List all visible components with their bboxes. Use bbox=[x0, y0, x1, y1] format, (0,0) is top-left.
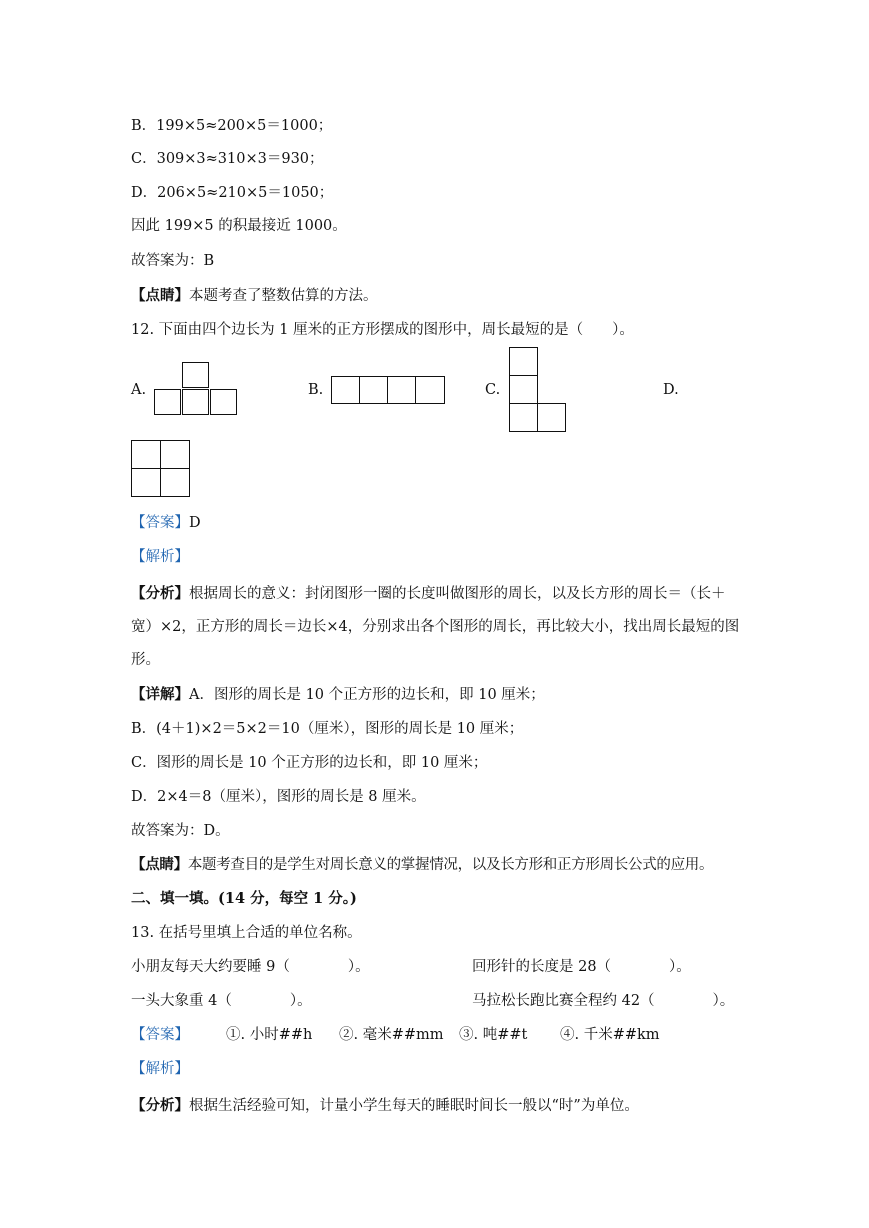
square bbox=[160, 468, 190, 497]
square bbox=[131, 440, 161, 469]
answer-tag: 【答案】 bbox=[131, 515, 189, 531]
comment-text: 本题考查了整数估算的方法。 bbox=[189, 288, 378, 304]
square bbox=[537, 403, 566, 432]
comment-text: 本题考查目的是学生对周长意义的掌握情况，以及长方形和正方形周长公式的应用。 bbox=[187, 857, 714, 873]
blank-item: 小朋友每天大约要睡 9（ ）。 bbox=[131, 959, 370, 975]
text-line: C．309×3≈310×3＝930； bbox=[131, 151, 324, 167]
square bbox=[182, 389, 209, 415]
square bbox=[331, 376, 360, 404]
blank-item: 一头大象重 4（ ）。 bbox=[131, 993, 312, 1009]
square bbox=[160, 440, 190, 469]
analysis-text: 根据生活经验可知，计量小学生每天的睡眠时间长一般以“时”为单位。 bbox=[189, 1098, 639, 1114]
section-heading: 二、填一填。(14 分，每空 1 分。) bbox=[131, 890, 357, 907]
option-a-label: A. bbox=[131, 382, 147, 398]
answer-item: ④. 千米##km bbox=[560, 1027, 660, 1043]
comment-line bbox=[131, 284, 378, 305]
detail-tag: 【详解】 bbox=[131, 686, 189, 703]
detail-line: C．图形的周长是 10 个正方形的边长和，即 10 厘米； bbox=[131, 755, 488, 771]
analysis-text: 根据周长的意义：封闭图形一圈的长度叫做图形的周长，以及长方形的周长＝（长＋宽）×2，正方形的周长＝边长×4，分别求出各个图形的周长，再比较大小，找出周长最短的图形。 bbox=[131, 586, 740, 668]
blank-item: 回形针的长度是 28（ ）。 bbox=[472, 959, 691, 975]
option-c-label: C. bbox=[485, 382, 501, 398]
square bbox=[509, 347, 538, 376]
square bbox=[182, 362, 209, 388]
answer-item: ①. 小时##h bbox=[226, 1027, 313, 1043]
analysis-paragraph bbox=[131, 577, 741, 677]
square bbox=[210, 389, 237, 415]
square bbox=[359, 376, 388, 404]
square bbox=[415, 376, 445, 404]
answer-value: D bbox=[189, 515, 201, 531]
option-b-label: B. bbox=[308, 382, 324, 398]
square bbox=[131, 468, 161, 497]
analysis-tag: 【分析】 bbox=[131, 1097, 189, 1114]
question-12-stem: 12. 下面由四个边长为 1 厘米的正方形摆成的图形中，周长最短的是（ ）。 bbox=[131, 322, 634, 338]
comment-tag: 【点睛】 bbox=[131, 287, 189, 304]
option-d-label: D. bbox=[663, 382, 679, 398]
detail-line: 故答案为：D。 bbox=[131, 823, 230, 839]
answer-item: ③. 吨##t bbox=[459, 1027, 528, 1043]
detail-line: D．2×4＝8（厘米），图形的周长是 8 厘米。 bbox=[131, 789, 426, 805]
detail-text: A．图形的周长是 10 个正方形的边长和，即 10 厘米； bbox=[189, 687, 545, 703]
text-line: 因此 199×5 的积最接近 1000。 bbox=[131, 218, 347, 234]
answer-line bbox=[131, 511, 201, 532]
square bbox=[509, 403, 538, 432]
comment-tag: 【点睛】 bbox=[131, 856, 188, 873]
text-line: D．206×5≈210×5＝1050； bbox=[131, 185, 334, 201]
square bbox=[154, 389, 181, 415]
text-line: 故答案为：B bbox=[131, 253, 215, 269]
blank-item: 马拉松长跑比赛全程约 42（ ）。 bbox=[472, 993, 735, 1009]
jiexi-tag: 【解析】 bbox=[131, 549, 189, 565]
answer-tag: 【答案】 bbox=[131, 1027, 189, 1043]
analysis-tag: 【分析】 bbox=[131, 585, 189, 602]
text-line: B．199×5≈200×5＝1000； bbox=[131, 118, 333, 134]
answer-item: ②. 毫米##mm bbox=[339, 1027, 444, 1043]
detail-line: B．(4＋1)×2＝5×2＝10（厘米），图形的周长是 10 厘米； bbox=[131, 721, 524, 737]
question-13-stem: 13. 在括号里填上合适的单位名称。 bbox=[131, 925, 362, 941]
square bbox=[387, 376, 416, 404]
detail-line bbox=[131, 683, 545, 704]
analysis-line bbox=[131, 1094, 639, 1115]
square bbox=[509, 375, 538, 404]
jiexi-tag: 【解析】 bbox=[131, 1061, 189, 1077]
comment-line bbox=[131, 853, 713, 874]
